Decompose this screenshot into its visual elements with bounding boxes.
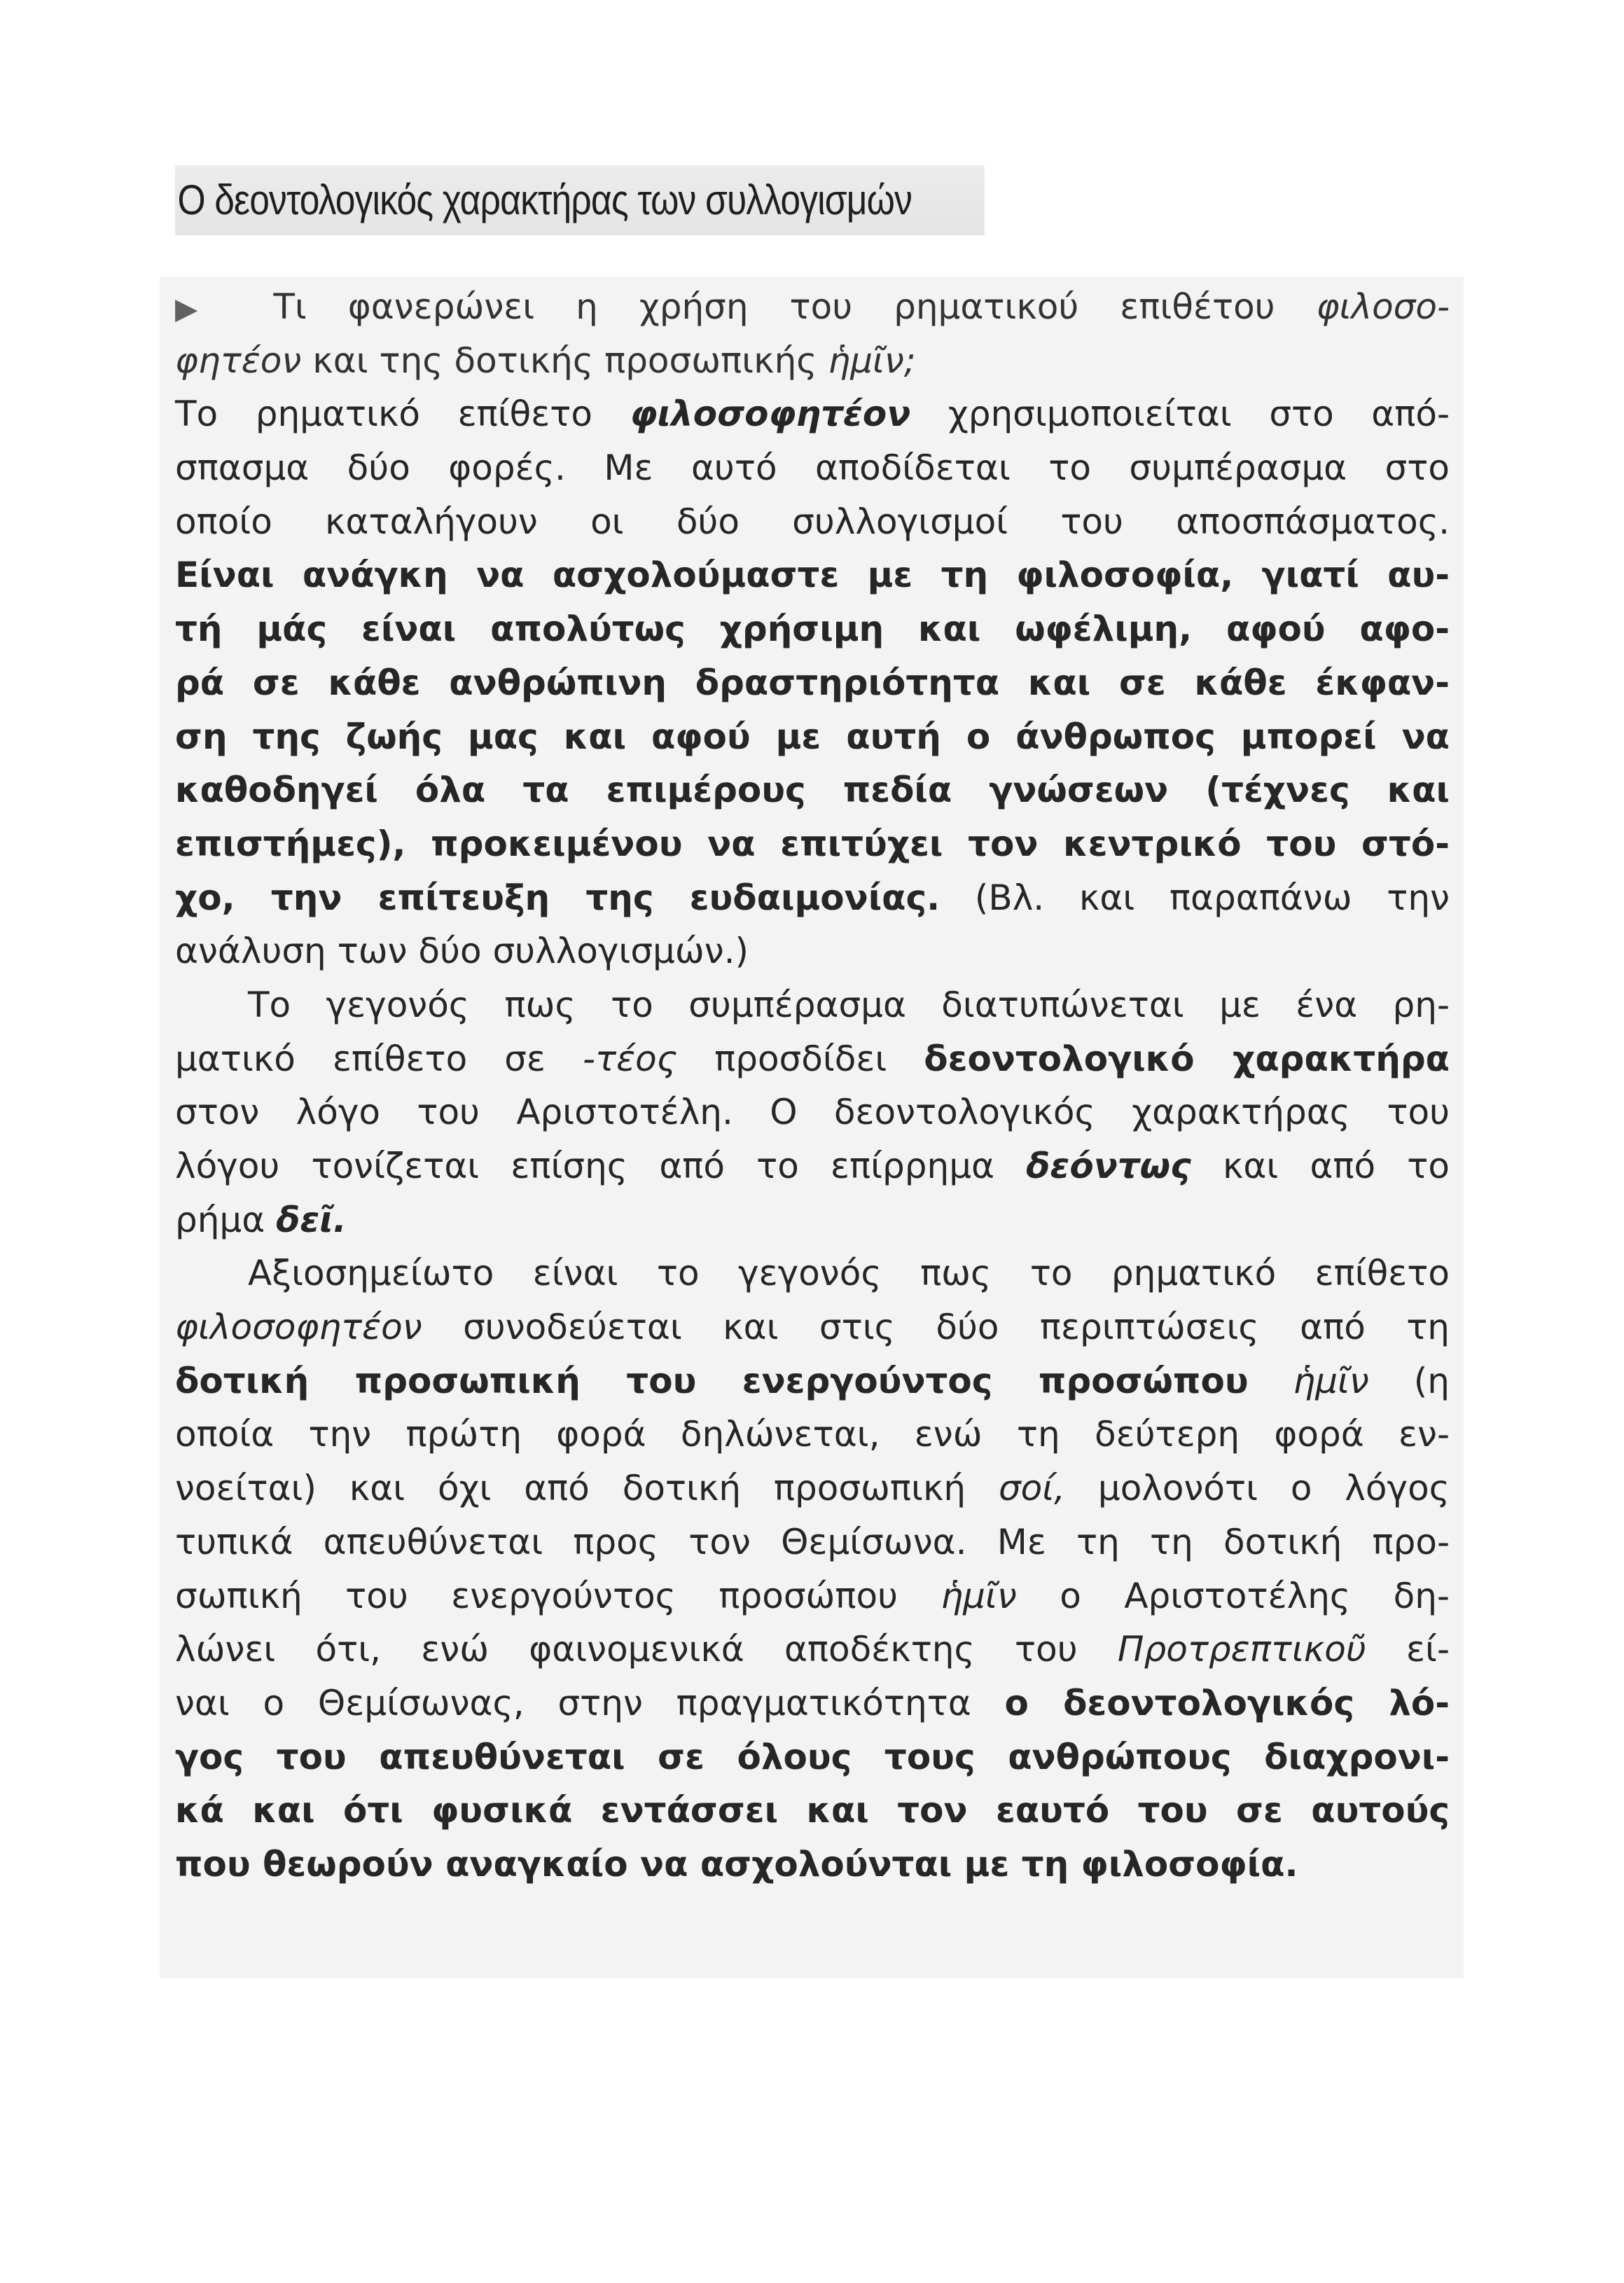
text-line bbox=[175, 1515, 1450, 1569]
text-run: συνοδεύεται και στις δύο περιπτώσεις από τη bbox=[422, 1307, 1450, 1348]
text-run: ματικό επίθετο σε bbox=[175, 1038, 583, 1079]
text-run: ρά σε κάθε ανθρώπινη δραστηριότητα και σε κάθε έκφαν- bbox=[175, 662, 1450, 703]
text-run: Αξιοσημείωτο είναι το γεγονός πως το ρηματικό επίθετο bbox=[248, 1253, 1450, 1294]
text-line bbox=[175, 1085, 1450, 1139]
text-run: προσδίδει bbox=[677, 1038, 924, 1079]
text-line bbox=[175, 1677, 1450, 1730]
text-line bbox=[175, 441, 1450, 495]
text-run: ο Αριστοτέλης δη- bbox=[1016, 1575, 1450, 1616]
text-run: φιλοσοφητέον bbox=[175, 1307, 422, 1348]
text-run: τυπικά απευθύνεται προς τον Θεμίσωνα. Με τη τη δοτική προ- bbox=[175, 1521, 1450, 1562]
text-line bbox=[175, 1139, 1450, 1193]
text-run: Το γεγονός πως το συμπέρασμα διατυπώνεται με ένα ρη- bbox=[248, 984, 1450, 1025]
text-line bbox=[175, 602, 1450, 656]
text-line bbox=[175, 1784, 1450, 1838]
text-line bbox=[175, 1354, 1450, 1408]
body-text bbox=[175, 280, 1450, 1892]
text-run: ἡμῖν bbox=[941, 1575, 1017, 1616]
text-run: δεόντως bbox=[1026, 1146, 1191, 1186]
text-run: φητέον bbox=[175, 340, 302, 381]
text-run: οποία την πρώτη φορά δηλώνεται, ενώ τη δεύτερη φορά εν- bbox=[175, 1414, 1450, 1455]
text-run: κά και ότι φυσικά εντάσσει και τον εαυτό του σε αυτούς bbox=[175, 1790, 1450, 1831]
text-run: ναι ο Θεμίσωνας, στην πραγματικότητα bbox=[175, 1682, 1005, 1723]
text-line bbox=[175, 1408, 1450, 1462]
text-run: λόγου τονίζεται επίσης από το επίρρημα bbox=[175, 1146, 1027, 1186]
text-run: Τι φανερώνει η χρήση του ρηματικού επιθέτου bbox=[232, 286, 1317, 327]
text-run: λώνει ότι, ενώ φαινομενικά αποδέκτης του bbox=[175, 1629, 1118, 1670]
text-run: δεῖ. bbox=[276, 1199, 347, 1240]
text-run: που θεωρούν αναγκαίο να ασχολούνται με τη φιλοσοφία. bbox=[175, 1843, 1298, 1885]
text-line bbox=[175, 548, 1450, 602]
text-run: σωπική του ενεργούντος προσώπου bbox=[175, 1575, 941, 1616]
text-line bbox=[175, 1623, 1450, 1677]
text-run: οποίο καταλήγουν οι δύο συλλογισμοί του αποσπάσματος. bbox=[175, 501, 1450, 542]
text-run: σοί, bbox=[998, 1468, 1066, 1509]
text-run: Είναι ανάγκη να ασχολούμαστε με τη φιλοσοφία, γιατί αυ- bbox=[175, 555, 1450, 596]
text-run: και της δοτικής προσωπικής bbox=[301, 340, 828, 381]
text-line bbox=[175, 280, 1450, 334]
text-run: ο δεοντολογικός λό- bbox=[1004, 1682, 1450, 1723]
text-run: ανάλυση των δύο συλλογισμών.) bbox=[175, 931, 749, 972]
text-run: δεοντολογικό χαρακτήρα bbox=[924, 1038, 1450, 1079]
text-run: Το ρηματικό επίθετο bbox=[175, 394, 630, 435]
text-line bbox=[175, 656, 1450, 710]
text-run: μολονότι ο λόγος bbox=[1065, 1468, 1450, 1509]
text-run: δοτική προσωπική του ενεργούντος προσώπου bbox=[175, 1360, 1249, 1401]
text-run: στον λόγο του Αριστοτέλη. Ο δεοντολογικός χαρακτήρας του bbox=[175, 1092, 1450, 1133]
text-run: τή μάς είναι απολύτως χρήσιμη και ωφέλιμη, αφού αφο- bbox=[175, 609, 1450, 650]
text-line bbox=[175, 817, 1450, 871]
text-line bbox=[175, 387, 1450, 441]
text-line bbox=[175, 1569, 1450, 1623]
text-line bbox=[175, 1462, 1450, 1515]
text-line bbox=[175, 710, 1450, 764]
text-run: Προτρεπτικοῦ bbox=[1117, 1629, 1366, 1670]
text-run: ρήμα bbox=[175, 1199, 277, 1240]
text-run: φιλοσοφητέον bbox=[630, 394, 911, 435]
text-run: καθοδηγεί όλα τα επιμέρους πεδία γνώσεων (τέχνες και bbox=[175, 770, 1450, 811]
text-line bbox=[175, 1300, 1450, 1354]
text-run: νοείται) και όχι από δοτική προσωπική bbox=[175, 1468, 999, 1509]
text-run bbox=[1249, 1361, 1293, 1401]
text-run: -τέος bbox=[582, 1038, 678, 1079]
text-run: σπασμα δύο φορές. Με αυτό αποδίδεται το συμπέρασμα στο bbox=[175, 447, 1450, 489]
text-run: επιστήμες), προκειμένου να επιτύχει τον κεντρικό του στό- bbox=[175, 823, 1450, 864]
text-run: χρησιμοποιείται στο από- bbox=[910, 394, 1450, 435]
text-line bbox=[175, 1730, 1450, 1784]
text-run: χο, την επίτευξη της ευδαιμονίας. bbox=[175, 877, 941, 918]
text-line bbox=[175, 334, 1450, 388]
text-line bbox=[175, 924, 1450, 978]
text-run: ἡμῖν; bbox=[828, 340, 916, 381]
text-run: και από το bbox=[1191, 1146, 1450, 1186]
text-run: ση της ζωής μας και αφού με αυτή ο άνθρωπος μπορεί να bbox=[175, 716, 1450, 757]
text-run: ἡμῖν bbox=[1293, 1360, 1369, 1401]
text-line bbox=[175, 495, 1450, 549]
text-line bbox=[175, 978, 1450, 1032]
text-line bbox=[175, 1193, 1450, 1247]
text-run: εί- bbox=[1366, 1629, 1450, 1670]
text-run: φιλοσο- bbox=[1316, 286, 1450, 327]
text-line bbox=[175, 1032, 1450, 1086]
text-run: γος του απευθύνεται σε όλους τους ανθρώπους διαχρονι- bbox=[175, 1736, 1450, 1777]
text-line bbox=[175, 763, 1450, 817]
text-run: (η bbox=[1368, 1360, 1450, 1401]
text-line bbox=[175, 1838, 1450, 1892]
section-title: Ο δεοντολογικός χαρακτήρας των συλλογισμών bbox=[175, 165, 985, 235]
text-line bbox=[175, 871, 1450, 925]
text-line bbox=[175, 1247, 1450, 1300]
question-arrow-icon: ▶ bbox=[175, 291, 228, 326]
text-run: (Βλ. και παραπάνω την bbox=[940, 877, 1450, 918]
